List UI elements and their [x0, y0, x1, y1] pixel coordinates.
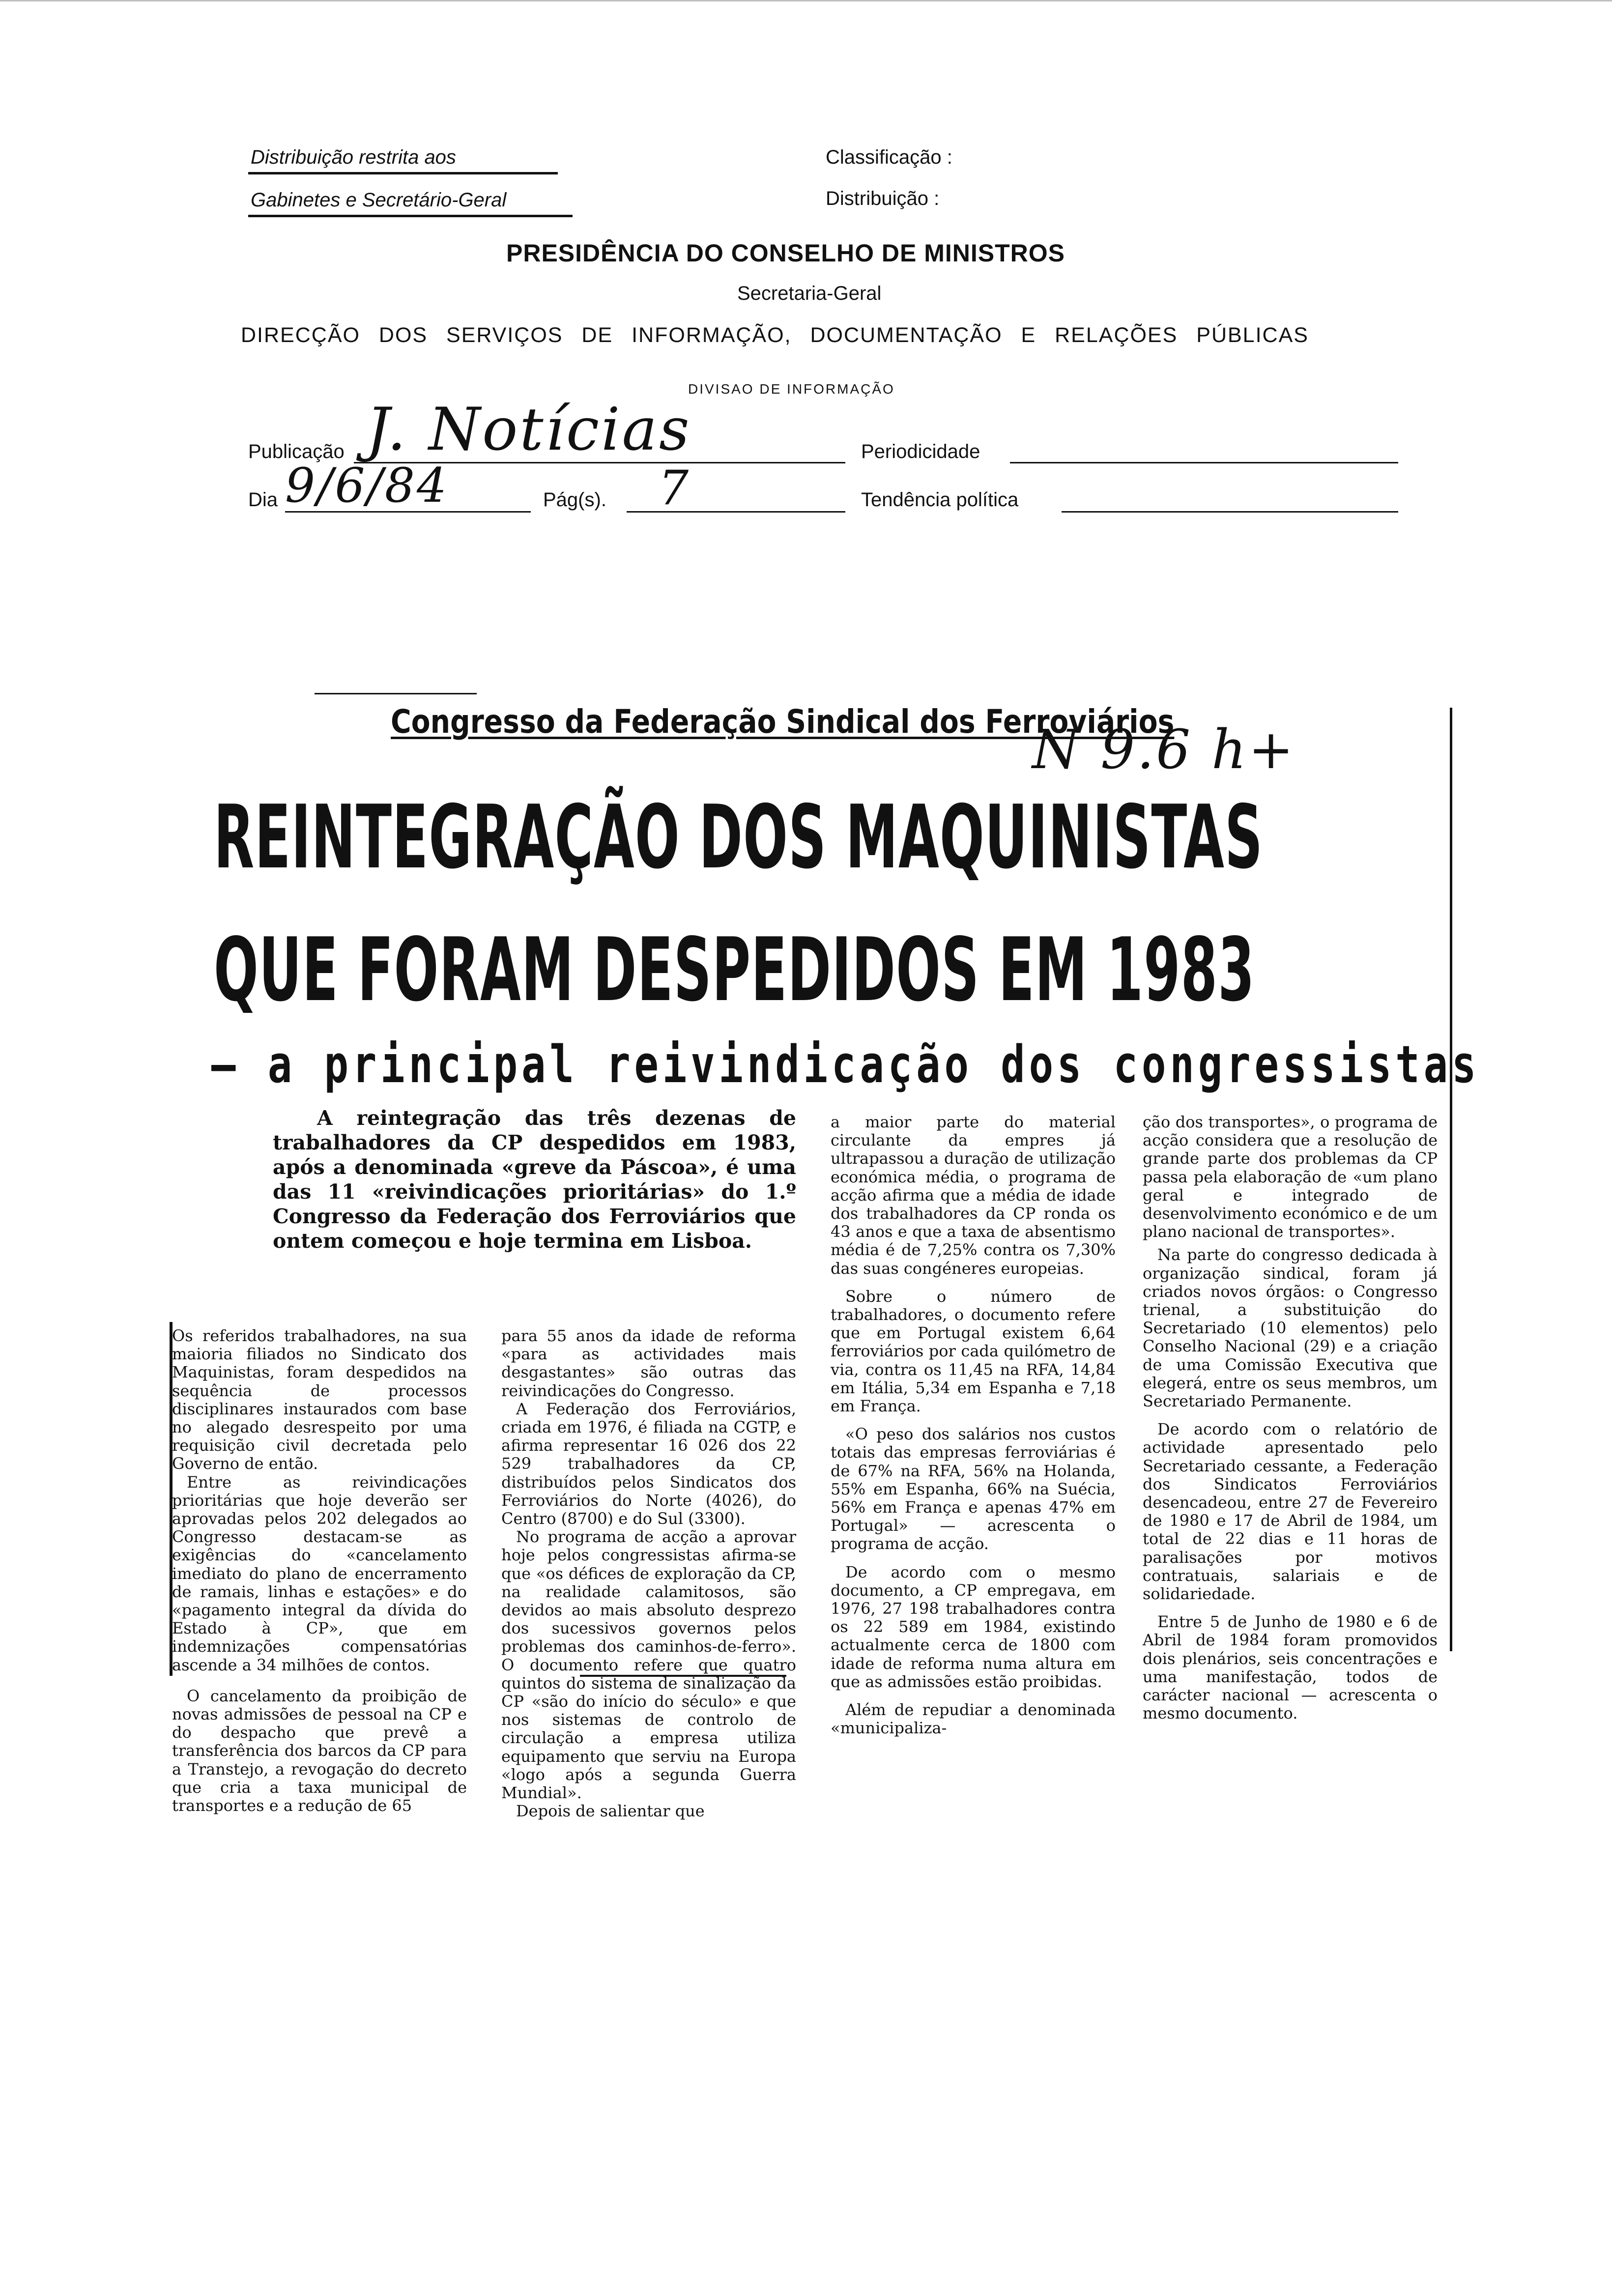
tendencia-label: Tendência política	[861, 489, 1019, 511]
clipping-top-rule	[315, 693, 477, 694]
article-lead: A reintegração das três dezenas de trabalhadores da CP despedidos em 1983, após a denominada «greve da Páscoa», é uma das 11 «reivindicações prioritárias» do 1.º Congresso da Federação dos Ferroviários que ontem começou e hoje termina em Lisboa.	[273, 1106, 796, 1253]
periodicidade-field-line	[1010, 462, 1398, 463]
col4-paragraph-3: De acordo com o relatório de actividade apresentado pelo Secretariado cessante, a Federação dos Sindicatos Ferroviários desencadeou, entre 27 de Fevereiro de 1980 e 17 de Abril de 1984, um total de 22 dias e 11 horas de paralisações por motivos contratuais, salariais e de solidariedade.	[1143, 1420, 1438, 1604]
pags-label: Pág(s).	[543, 489, 606, 511]
article-column-4	[1143, 1113, 1438, 1723]
col4-paragraph-2: Na parte do congresso dedicada à organização sindical, foram já criados novos órgãos: o Congresso trienal, a substituição do Secretariado (10 elementos) pelo Conselho Nacional (29) e a criação de uma Comissão Executiva que elegerá, entre os seus membros, um Secretariado Permanente.	[1143, 1245, 1438, 1411]
distribution-rule-2	[248, 215, 573, 217]
col2-paragraph-1: para 55 anos da idade de reforma «para as actividades mais desgastantes» são outras das reivindicações do Congresso.	[501, 1326, 796, 1400]
publicacao-label: Publicação	[248, 441, 345, 462]
publicacao-handwritten: J. Notícias	[366, 396, 691, 464]
headline-line-1: REINTEGRAÇÃO DOS MAQUINISTAS	[214, 786, 1264, 888]
clipping-bottom-rule	[580, 1675, 786, 1677]
col1-paragraph-1: Os referidos trabalhadores, na sua maioria filiados no Sindicato dos Maquinistas, foram despedidos na sequência de processos disciplinares instaurados com base no alegado desrespeito por uma requisição civil decretada pelo Governo de então.	[172, 1326, 467, 1473]
direccao-line: DIRECÇÃO DOS SERVIÇOS DE INFORMAÇÃO, DOCUMENTAÇÃO E RELAÇÕES PÚBLICAS	[241, 323, 1309, 347]
secretaria-label: Secretaria-Geral	[737, 283, 882, 304]
tendencia-field-line	[1062, 511, 1398, 513]
institution-title: PRESIDÊNCIA DO CONSELHO DE MINISTROS	[506, 239, 1065, 267]
col3-paragraph-5: Além de repudiar a denominada «municipaliza-	[831, 1700, 1116, 1738]
headline-line-2: QUE FORAM DESPEDIDOS EM 1983	[214, 919, 1255, 1021]
classification-label: Classificação :	[826, 146, 952, 168]
col3-paragraph-3: «O peso dos salários nos custos totais das empresas ferroviárias é de 67% na RFA, 56% na Holanda, 55% em Espanha, 66% na Suécia, 56% em França e apenas 47% em Portugal» — acrescenta o programa de acção.	[831, 1425, 1116, 1553]
article-column-3	[831, 1113, 1116, 1738]
col3-paragraph-2: Sobre o número de trabalhadores, o documento refere que em Portugal existem 6,64 ferroviários por cada quilómetro de via, contra os 11,45 na RFA, 14,84 em Itália, 5,34 em Espanha e 7,18 em França.	[831, 1287, 1116, 1416]
dia-label: Dia	[248, 489, 278, 511]
divisao-label: DIVISAO DE INFORMAÇÃO	[688, 381, 895, 397]
col2-paragraph-2: A Federação dos Ferroviários, criada em 1976, é filiada na CGTP, e afirma representar 16 026 dos 22 529 trabalhadores da CP, distribuídos pelos Sindicatos dos Ferroviários do Norte (4026), do Centro (8700) e do Sul (3300).	[501, 1399, 796, 1528]
distribution-line-1: Distribuição restrita aos	[251, 146, 456, 168]
col4-paragraph-4: Entre 5 de Junho de 1980 e 6 de Abril de 1984 foram promovidos dois plenários, seis concentrações e uma manifestação, todos de carácter nacional — acrescenta o mesmo documento.	[1143, 1612, 1438, 1723]
article-subhead: — a principal reivindicação dos congressistas	[211, 1034, 1480, 1094]
clipping-right-rule	[1450, 708, 1452, 1651]
col2-paragraph-3: No programa de acção a aprovar hoje pelos congressistas afirma-se que «os défices de exploração da CP, na realidade calamitosos, são devidos ao mais absoluto desprezo dos sucessivos governos pelos problemas dos caminhos-de-ferro». O documento refere que quatro quintos do sistema de sinalização da CP «são do início do século» e que nos sistemas de controlo de circulação a empresa utiliza equipamento que serviu na Europa «logo após a segunda Guerra Mundial».	[501, 1527, 796, 1803]
distribution-rule-1	[248, 172, 558, 174]
col2-paragraph-4: Depois de salientar que	[516, 1802, 705, 1821]
distribution-line-2: Gabinetes e Secretário-Geral	[251, 189, 507, 211]
distribution-label: Distribuição :	[826, 188, 940, 209]
page-top-edge	[0, 0, 1612, 4]
col3-paragraph-4: De acordo com o mesmo documento, a CP empregava, em 1976, 27 198 trabalhadores contra os 22 589 em 1984, existindo actualmente cerca de 1800 com idade de reforma numa altura em que as admissões estão proibidas.	[831, 1562, 1116, 1691]
article-column-1	[172, 1327, 467, 1815]
col1-paragraph-2: Entre as reivindicações prioritárias que hoje deverão ser aprovadas pelos 202 delegados ao Congresso destacam-se as exigências do «cancelamento imediato do plano de encerramento de ramais, linhas e estações» e do «pagamento integral da dívida do Estado à CP», que em indemnizações compensatórias ascende a 34 milhões de contos.	[172, 1472, 467, 1674]
col1-paragraph-3: O cancelamento da proibição de novas admissões de pessoal na CP e do despacho que prevê a transferência dos barcos da CP para a Transtejo, a revogação do decreto que cria a taxa municipal de transportes e a redução de 65	[172, 1686, 467, 1815]
periodicidade-label: Periodicidade	[861, 441, 980, 462]
handwritten-annotation: N 9.6 h+	[1032, 718, 1296, 781]
article-column-2	[501, 1327, 796, 1820]
pags-handwritten: 7	[659, 460, 691, 516]
col4-paragraph-1: ção dos transportes», o programa de acção considera que a resolução de grande parte dos problemas da CP passa pela elaboração de «um plano geral e integrado de desenvolvimento económico e de um plano nacional de transportes».	[1143, 1113, 1438, 1241]
dia-handwritten: 9/6/84	[285, 458, 449, 513]
col3-paragraph-1: a maior parte do material circulante da empres já ultrapassou a duração de utilização económica média, o programa de acção afirma que a média de idade dos trabalhadores da CP ronda os 43 anos e que a taxa de absentismo média é de 7,25% contra os 7,30% das suas congéneres europeias.	[831, 1113, 1116, 1278]
article-kicker: Congresso da Federação Sindical dos Ferroviários	[391, 703, 1175, 741]
